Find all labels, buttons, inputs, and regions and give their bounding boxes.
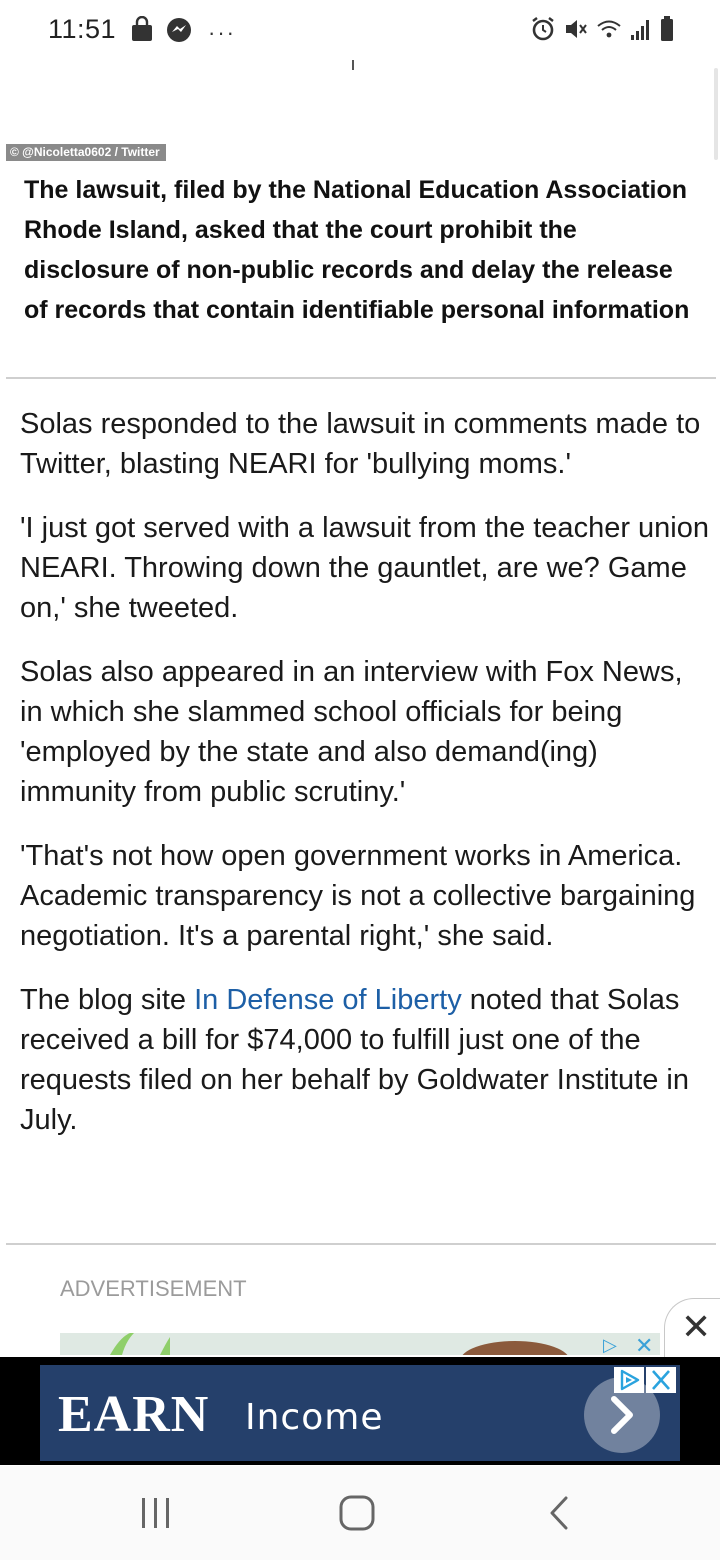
banner-ad-content[interactable] xyxy=(40,1365,680,1461)
advertisement-label: ADVERTISEMENT xyxy=(60,1276,247,1301)
close-icon: ✕ xyxy=(681,1306,712,1347)
article-divider xyxy=(6,1243,716,1245)
article-paragraph: Solas responded to the lawsuit in comments made to Twitter, blasting NEARI for 'bullying moms.' xyxy=(20,408,701,480)
ad-preview-close-icon[interactable]: ✕ xyxy=(635,1333,654,1355)
banner-earn-text: EARN xyxy=(58,1386,210,1443)
signal-icon xyxy=(630,17,652,46)
ad-preview-face xyxy=(460,1341,570,1355)
back-icon xyxy=(530,1490,590,1536)
article-paragraph xyxy=(20,980,710,1140)
in-defense-of-liberty-link[interactable]: In Defense of Liberty xyxy=(194,984,462,1016)
banner-adchoices-icon[interactable] xyxy=(614,1367,644,1393)
back-button[interactable] xyxy=(530,1490,590,1536)
paragraph-text: The blog site xyxy=(20,984,195,1016)
article-paragraph: 'I just got served with a lawsuit from the teacher union NEARI. Throwing down the gauntlet, are we? Game on,' she tweeted. xyxy=(20,512,709,624)
wifi-icon xyxy=(596,17,622,46)
navigation-bar xyxy=(0,1466,720,1560)
recent-apps-icon xyxy=(126,1490,186,1536)
messenger-icon xyxy=(166,17,192,48)
ad-preview-image[interactable] xyxy=(60,1333,660,1355)
shopping-bag-icon xyxy=(130,16,154,49)
paragraph-text: noted that Solas received a bill for $74,000 to fulfill just one of the requests filed on her behalf by Goldwater Institute in July. xyxy=(20,984,689,1136)
status-time: 11:51 xyxy=(48,14,117,44)
banner-income-text: Income xyxy=(245,1397,384,1438)
status-right-icons xyxy=(530,16,674,47)
battery-icon xyxy=(660,16,674,47)
article-paragraph: Solas also appeared in an interview with Fox News, in which she slammed school officials for being 'employed by the state and also demand(ing) immunity from public scrutiny.' xyxy=(20,656,683,808)
photo-credit: © @Nicoletta0602 / Twitter xyxy=(6,144,166,161)
article-paragraph: 'That's not how open government works in America. Academic transparency is not a collective bargaining negotiation. It's a parental right,' she said. xyxy=(20,840,696,952)
close-ad-button[interactable] xyxy=(664,1298,720,1358)
leaf-graphic xyxy=(100,1333,170,1355)
home-button[interactable] xyxy=(327,1490,387,1536)
adchoices-icon[interactable]: ▷ xyxy=(603,1335,617,1355)
alarm-icon xyxy=(530,16,556,47)
more-dots-icon: ··· xyxy=(208,19,236,45)
status-left-icons xyxy=(130,16,236,49)
banner-ad[interactable] xyxy=(0,1357,720,1465)
home-icon xyxy=(327,1490,387,1536)
status-bar xyxy=(0,0,720,64)
caption-divider xyxy=(6,377,716,379)
banner-close-icon[interactable] xyxy=(646,1367,676,1393)
recent-apps-button[interactable] xyxy=(126,1490,186,1536)
mute-icon xyxy=(564,16,588,47)
article-body xyxy=(20,404,710,1164)
scrollbar[interactable] xyxy=(714,68,718,160)
scroll-indicator xyxy=(352,60,354,70)
image-caption: The lawsuit, filed by the National Education Association Rhode Island, asked that the court prohibit the disclosure of non-public records and delay the release of records that contain identifiable personal information xyxy=(24,176,690,324)
